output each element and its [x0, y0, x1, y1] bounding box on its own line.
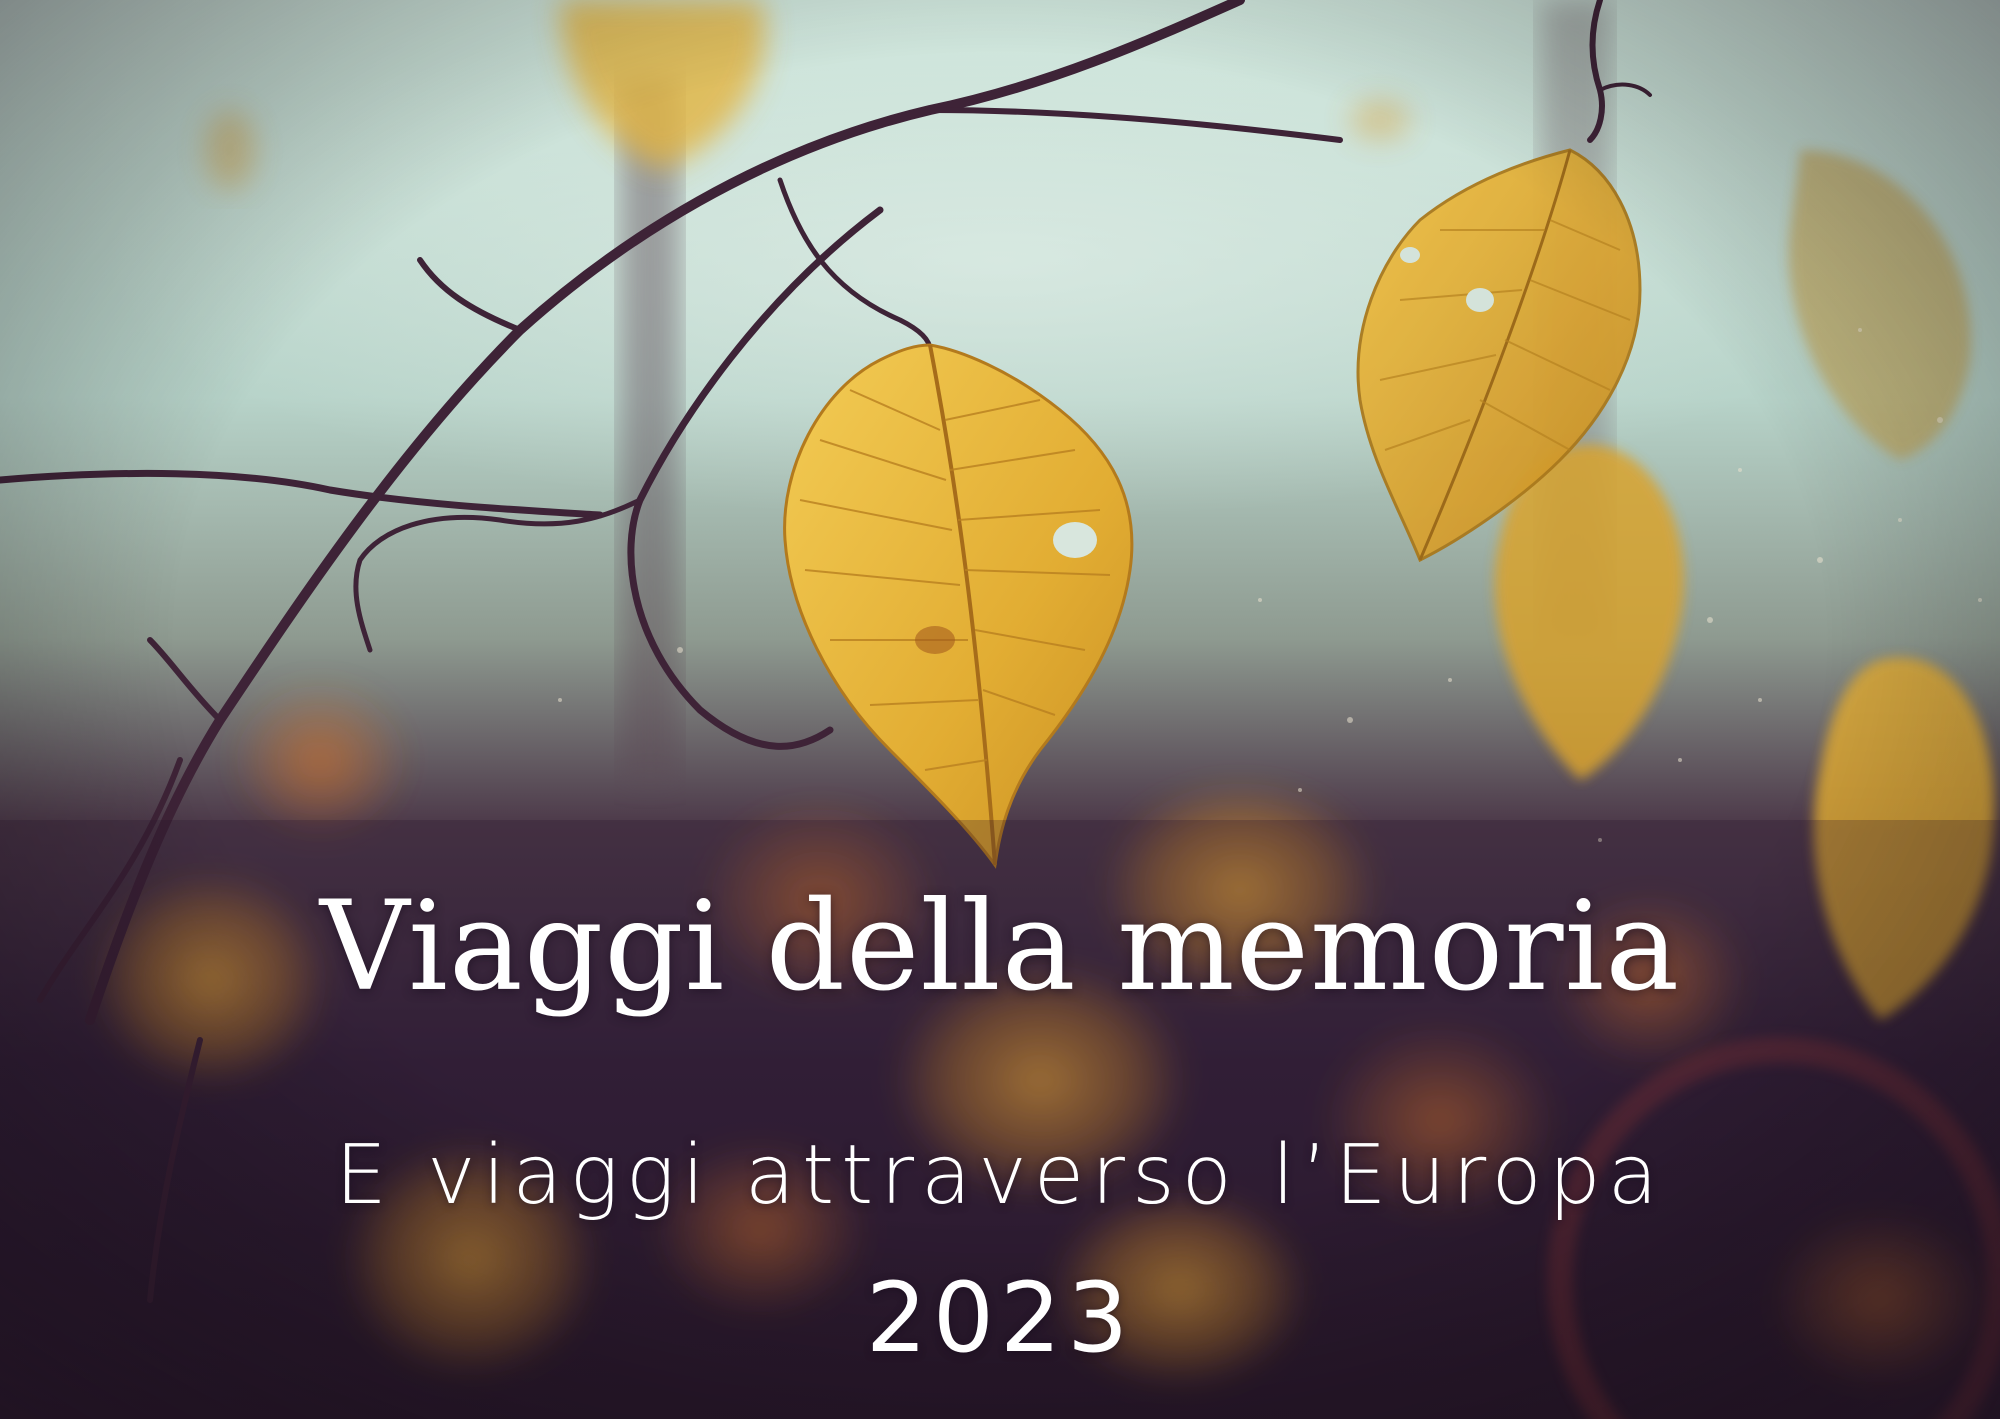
poster-title: Viaggi della memoria [319, 875, 1681, 1019]
poster-subtitle: E viaggi attraverso l’Europa [335, 1128, 1665, 1223]
poster-year: 2023 [865, 1262, 1135, 1374]
